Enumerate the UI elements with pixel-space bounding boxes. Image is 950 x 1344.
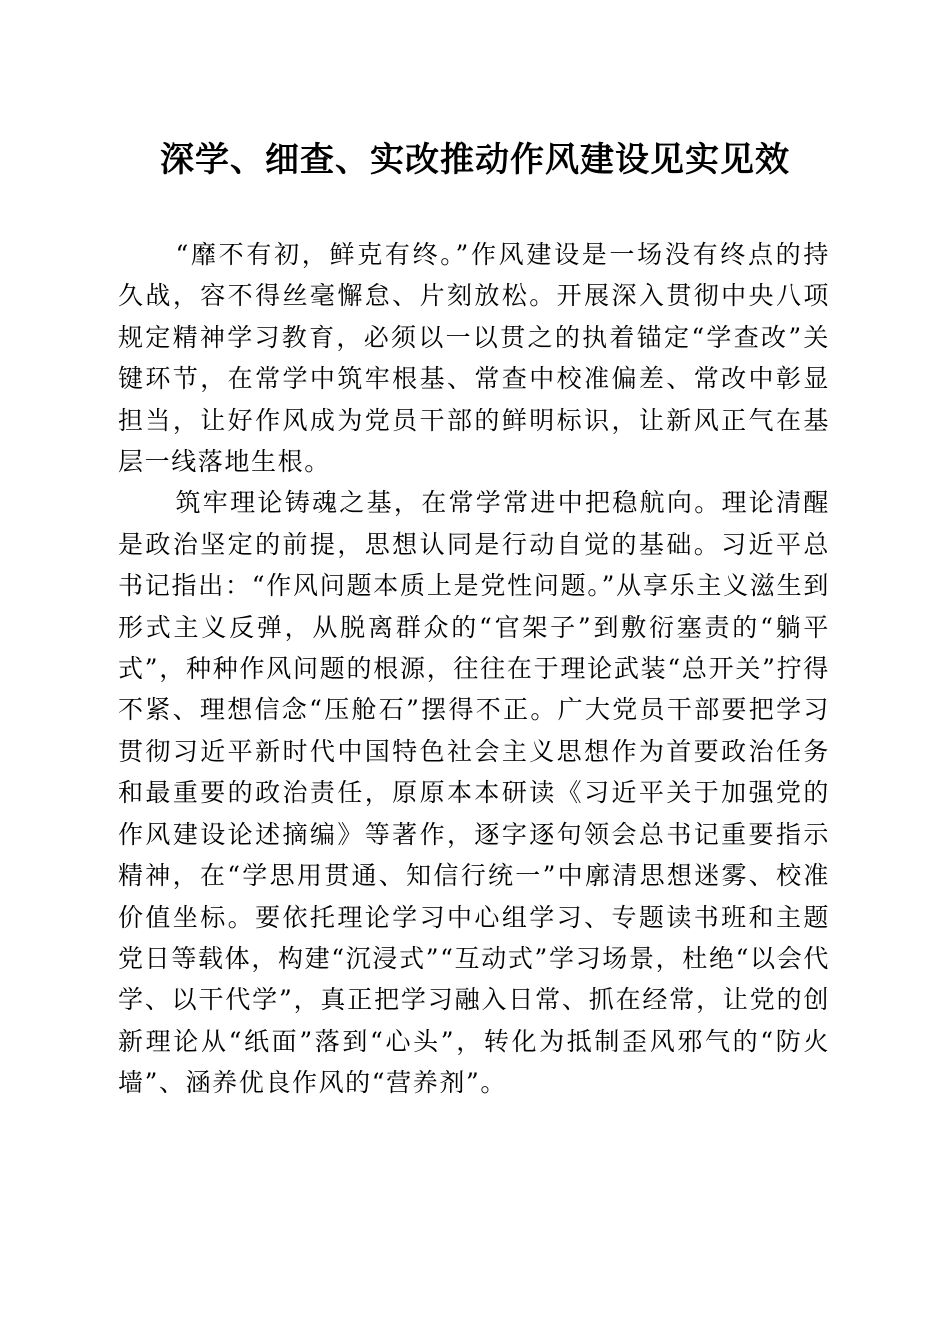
- document-body: [118, 234, 830, 1104]
- paragraph-intro: “靡不有初，鲜克有终。”作风建设是一场没有终点的持久战，容不得丝毫懈怠、片刻放松。开展深入贯彻中央八项规定精神学习教育，必须以一以贯之的执着锚定“学查改”关键环节，在常学中筑牢根基、常查中校准偏差、常改中彰显担当，让好作风成为党员干部的鲜明标识，让新风正气在基层一线落地生根。: [118, 240, 830, 477]
- paragraph-theory: 筑牢理论铸魂之基，在常学常进中把稳航向。理论清醒是政治坚定的前提，思想认同是行动自觉的基础。习近平总书记指出：“作风问题本质上是党性问题。”从享乐主义滋生到形式主义反弹，从脱离群众的“官架子”到敷衍塞责的“躺平式”，种种作风问题的根源，往往在于理论武装“总开关”拧得不紧、理想信念“压舱石”摆得不正。广大党员干部要把学习贯彻习近平新时代中国特色社会主义思想作为首要政治任务和最重要的政治责任，原原本本研读《习近平关于加强党的作风建设论述摘编》等著作，逐字逐句领会总书记重要指示精神，在“学思用贯通、知信行统一”中廓清思想迷雾、校准价值坐标。要依托理论学习中心组学习、专题读书班和主题党日等载体，构建“沉浸式”“互动式”学习场景，杜绝“以会代学、以干代学”，真正把学习融入日常、抓在经常，让党的创新理论从“纸面”落到“心头”，转化为抵制歪风邪气的“防火墙”、涵养优良作风的“营养剂”。: [118, 488, 830, 1098]
- document-title: 深学、细查、实改推动作风建设见实见效: [160, 140, 790, 180]
